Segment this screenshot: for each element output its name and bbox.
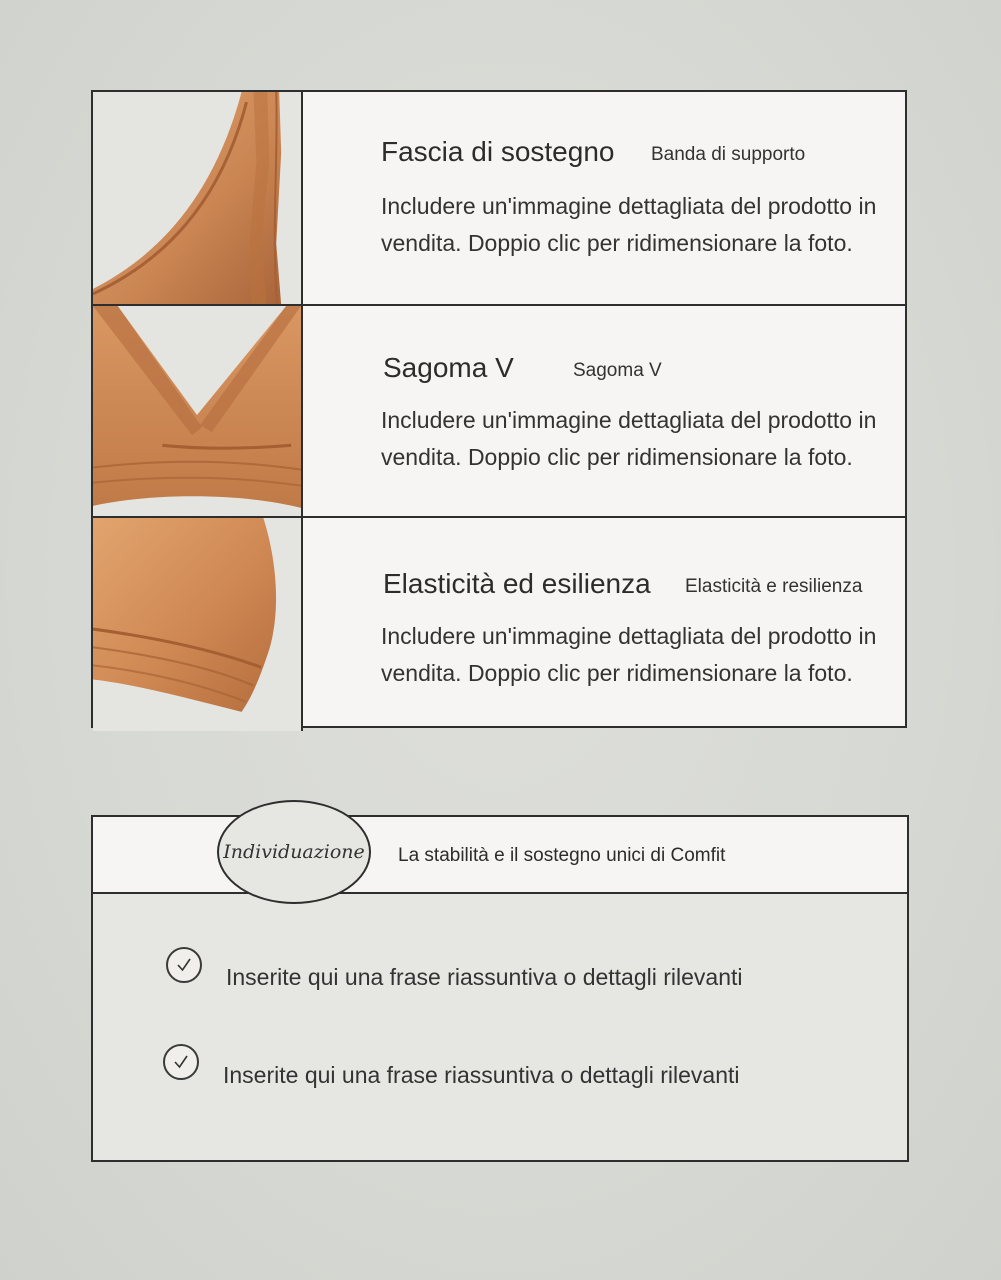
benefits-header <box>93 817 907 894</box>
feature-text-block <box>343 92 905 305</box>
product-photo-elasticity[interactable] <box>93 518 303 731</box>
feature-description: Includere un'immagine dettagliata del prodotto in vendita. Doppio clic per ridimensionare la foto. <box>381 193 877 256</box>
feature-title: Fascia di sostegno <box>381 136 615 167</box>
feature-text-block <box>343 518 905 731</box>
feature-text-block <box>343 306 905 519</box>
bra-strap-detail-image <box>93 92 301 305</box>
benefit-text: Inserite qui una frase riassuntiva o dettagli rilevanti <box>223 1062 740 1088</box>
feature-description: Includere un'immagine dettagliata del prodotto in vendita. Doppio clic per ridimensionare la foto. <box>381 407 877 470</box>
bra-cup-detail-image <box>93 518 301 731</box>
product-photo-support-band[interactable] <box>93 92 303 305</box>
feature-row-v-shape <box>93 304 905 519</box>
product-photo-v-shape[interactable] <box>93 306 303 519</box>
feature-subtitle: Banda di supporto <box>651 144 806 165</box>
bra-v-neck-detail-image <box>93 306 301 519</box>
feature-subtitle: Sagoma V <box>573 360 662 381</box>
benefits-box <box>91 815 909 1162</box>
feature-title: Sagoma V <box>383 352 514 383</box>
feature-row-elasticity <box>93 516 905 731</box>
feature-description: Includere un'immagine dettagliata del prodotto in vendita. Doppio clic per ridimensionare la foto. <box>381 623 877 686</box>
check-circle-icon <box>163 1044 199 1080</box>
benefit-text: Inserite qui una frase riassuntiva o dettagli rilevanti <box>226 964 743 990</box>
feature-subtitle: Elasticità e resilienza <box>685 576 863 597</box>
benefits-tagline: La stabilità e il sostegno unici di Comfit <box>398 845 726 866</box>
check-circle-icon <box>166 947 202 983</box>
section-badge <box>217 800 371 904</box>
feature-title: Elasticità ed esilienza <box>383 568 651 599</box>
feature-row-support-band <box>93 92 905 305</box>
badge-label: Individuazione <box>223 841 365 863</box>
feature-table <box>91 90 907 728</box>
